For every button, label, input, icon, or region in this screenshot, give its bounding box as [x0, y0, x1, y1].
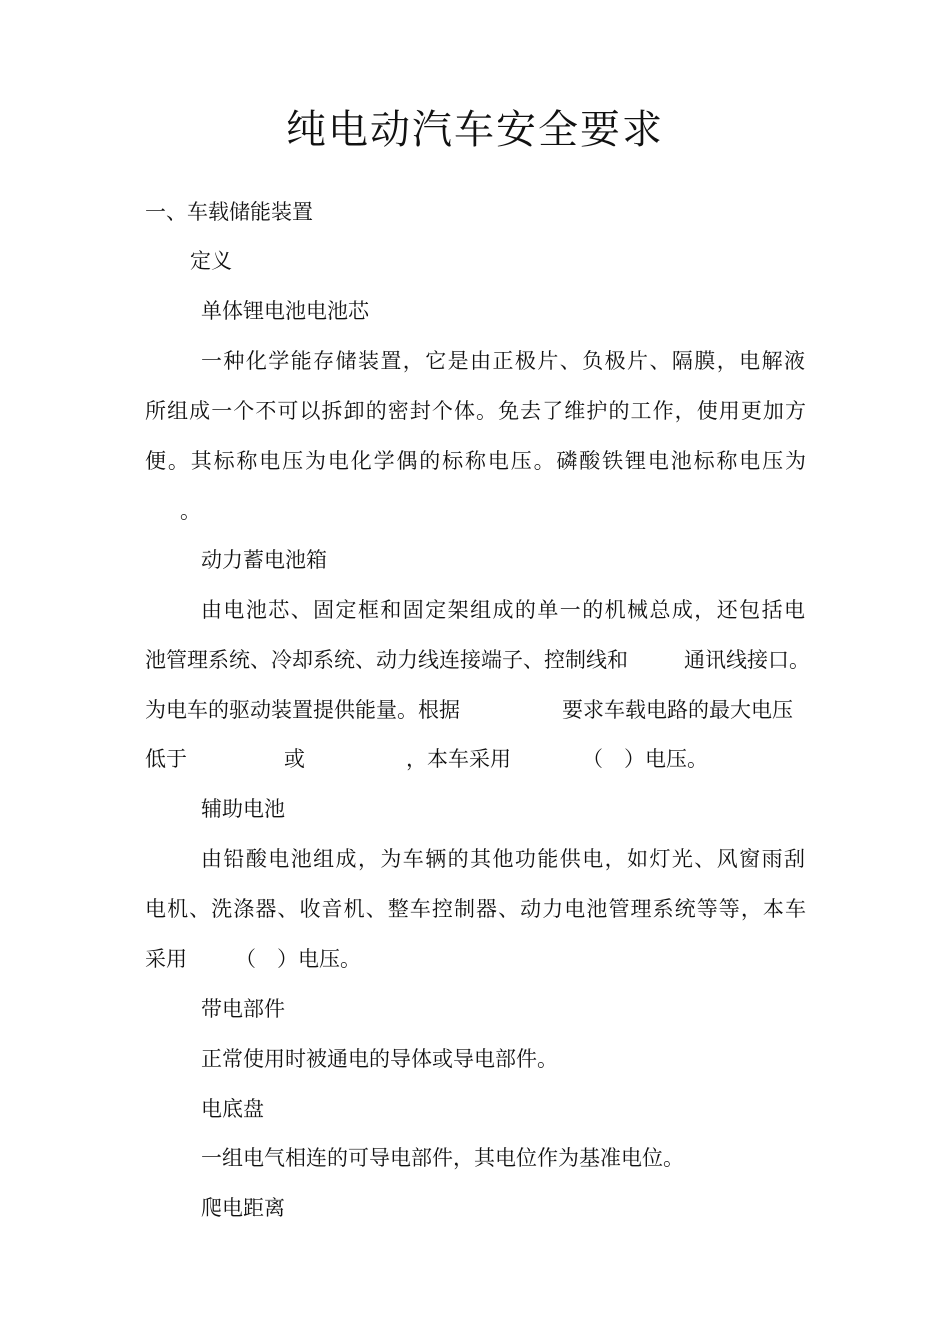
paragraph-line: 电机、洗涤器、收音机、整车控制器、动力电池管理系统等等，本车 — [145, 897, 806, 921]
paragraph-line: 所组成一个不可以拆卸的密封个体。免去了维护的工作，使用更加方 — [145, 399, 806, 423]
term-heading-creepage: 爬电距离 — [201, 1196, 285, 1220]
paragraph-segment: ，本车采用 — [406, 747, 511, 771]
paragraph-line: 由电池芯、固定框和固定架组成的单一的机械总成，还包括电 — [201, 598, 805, 622]
term-heading-chassis: 电底盘 — [201, 1097, 264, 1121]
paragraph-line: 一组电气相连的可导电部件，其电位作为基准电位。 — [201, 1146, 684, 1170]
term-heading-aux-battery: 辅助电池 — [201, 797, 285, 821]
paragraph-segment: 要求车载电路的最大电压 — [562, 698, 793, 722]
paragraph-segment: 通讯线接口。 — [684, 648, 810, 672]
paragraph-segment: 或 — [284, 747, 305, 771]
paragraph-segment: 采用 — [145, 947, 187, 971]
paragraph-line: 一种化学能存储装置，它是由正极片、负极片、隔膜，电解液 — [201, 349, 805, 373]
term-heading-live-parts: 带电部件 — [201, 997, 285, 1021]
paragraph-segment: 池管理系统、冷却系统、动力线连接端子、控制线和 — [145, 648, 628, 672]
paragraph-line: 正常使用时被通电的导体或导电部件。 — [201, 1047, 558, 1071]
term-heading-battery-box: 动力蓄电池箱 — [201, 548, 327, 572]
paragraph-segment: （ ）电压。 — [235, 947, 361, 971]
document-title: 纯电动汽车安全要求 — [286, 107, 664, 153]
paragraph-line: 便。其标称电压为电化学偶的标称电压。磷酸铁锂电池标称电压为 — [145, 449, 806, 473]
term-heading-cell: 单体锂电池电池芯 — [201, 299, 369, 323]
subsection-heading: 定义 — [190, 249, 232, 273]
paragraph-line: 。 — [180, 499, 201, 523]
paragraph-segment: 低于 — [145, 747, 187, 771]
paragraph-segment: （ ）电压。 — [582, 747, 708, 771]
paragraph-line: 由铅酸电池组成，为车辆的其他功能供电，如灯光、风窗雨刮 — [201, 847, 805, 871]
section-heading: 一、车载储能装置 — [145, 200, 313, 224]
paragraph-segment: 为电车的驱动装置提供能量。根据 — [145, 698, 460, 722]
